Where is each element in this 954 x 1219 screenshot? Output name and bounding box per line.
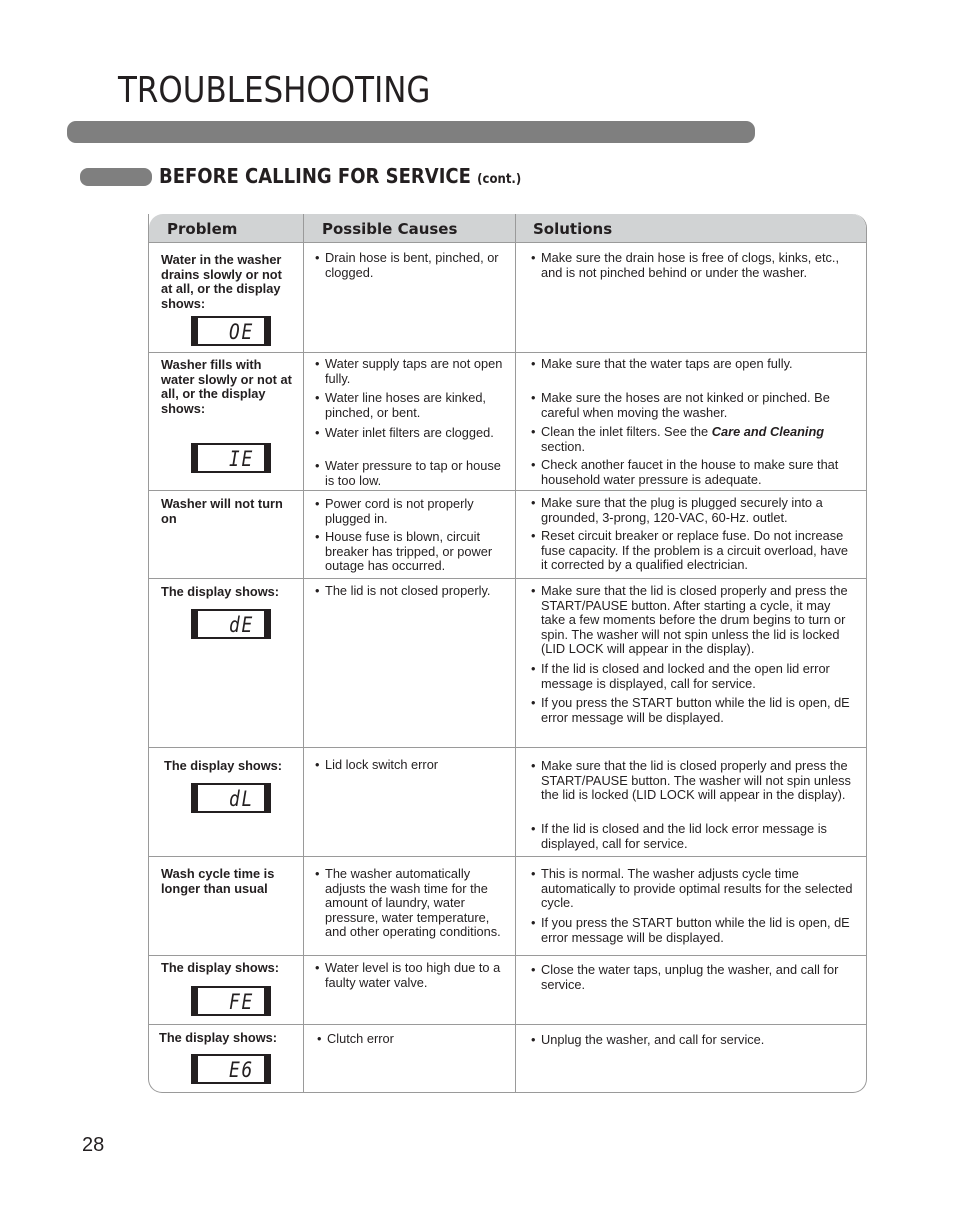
problem-cell: The display shows: xyxy=(161,584,280,599)
error-display-icon xyxy=(191,783,271,813)
cause-item: • Water line hoses are kinked, pinched, or bent. xyxy=(315,391,505,420)
cause-item: • Clutch error xyxy=(317,1032,507,1047)
care-and-cleaning-reference: Care and Cleaning xyxy=(711,424,825,439)
error-code: IE xyxy=(229,447,254,471)
row-divider xyxy=(149,242,866,243)
cause-item: • Power cord is not properly plugged in. xyxy=(315,497,505,526)
row-divider xyxy=(149,578,866,579)
solution-item: • Unplug the washer, and call for service. xyxy=(531,1033,857,1048)
solution-item: • Make sure that the lid is closed properly and press the START/PAUSE button. The washer will not spin unless the lid is locked (LID LOCK will appear in the display). xyxy=(531,759,857,803)
cause-item: • Lid lock switch error xyxy=(315,758,505,773)
solution-text-tail: section. xyxy=(541,438,586,454)
row-divider xyxy=(149,856,866,857)
problem-cell: The display shows: xyxy=(159,1030,278,1045)
section-heading xyxy=(159,164,521,188)
row-divider xyxy=(149,490,866,491)
error-code: dE xyxy=(229,613,254,637)
problem-cell: Washer fills with water slowly or not at all, or the display shows: xyxy=(161,357,292,416)
solution-item: • If the lid is closed and the lid lock error message is displayed, call for service. xyxy=(531,822,857,851)
problem-cell: Water in the washer drains slowly or not at all, or the display shows: xyxy=(161,252,282,311)
solution-item: • Make sure that the plug is plugged securely into a grounded, 3-prong, 120-VAC, 60-Hz. outlet. xyxy=(531,496,857,525)
solution-item: • Close the water taps, unplug the washer, and call for service. xyxy=(531,963,857,992)
solution-item: • If you press the START button while the lid is open, dE error message will be displayed. xyxy=(531,696,857,725)
problem-cell: Washer will not turn on xyxy=(161,496,283,526)
cause-item: • Water supply taps are not open fully. xyxy=(315,357,505,386)
problem-cell: Wash cycle time is longer than usual xyxy=(161,866,275,896)
cause-item: • House fuse is blown, circuit breaker has tripped, or power outage has occurred. xyxy=(315,530,505,574)
column-divider xyxy=(303,214,304,1092)
solution-item: • Reset circuit breaker or replace fuse. Do not increase fuse capacity. If the problem is a circuit overload, have it corrected by a qualified electrician. xyxy=(531,529,857,573)
error-display-icon xyxy=(191,443,271,473)
solution-item: • Make sure the drain hose is free of clogs, kinks, etc., and is not pinched behind or under the washer. xyxy=(531,251,857,280)
page-title: TROUBLESHOOTING xyxy=(118,70,431,111)
header-problem: Problem xyxy=(167,220,238,238)
error-display-icon xyxy=(191,609,271,639)
problem-cell: The display shows: xyxy=(164,758,283,773)
page-number: 28 xyxy=(82,1134,105,1156)
solution-item: • Make sure that the water taps are open fully. xyxy=(531,357,857,372)
solution-item: • Make sure the hoses are not kinked or pinched. Be careful when moving the washer. xyxy=(531,391,857,420)
solution-item: • If you press the START button while the lid is open, dE error message will be displayed. xyxy=(531,916,857,945)
error-code: E6 xyxy=(229,1058,254,1082)
error-display-icon xyxy=(191,316,271,346)
row-divider xyxy=(149,352,866,353)
solution-item: • If the lid is closed and locked and the open lid error message is displayed, call for service. xyxy=(531,662,857,691)
cause-item: • The washer automatically adjusts the wash time for the amount of laundry, water pressure, water temperature, and other operating conditions. xyxy=(315,867,505,940)
solution-item: • Check another faucet in the house to make sure that household water pressure is adequate. xyxy=(531,458,857,487)
cause-item: • Water inlet filters are clogged. xyxy=(315,426,505,441)
section-heading-text: BEFORE CALLING FOR SERVICE xyxy=(159,164,471,188)
error-code: OE xyxy=(229,320,254,344)
solution-text: Clean the inlet filters. See the xyxy=(541,424,709,439)
cause-item: • Water level is too high due to a faulty water valve. xyxy=(315,961,505,990)
error-display-icon xyxy=(191,1054,271,1084)
error-display-icon xyxy=(191,986,271,1016)
error-code: FE xyxy=(229,990,254,1014)
header-possible-causes: Possible Causes xyxy=(322,220,458,238)
row-divider xyxy=(149,955,866,956)
problem-cell: The display shows: xyxy=(161,960,280,975)
table-header xyxy=(149,214,866,242)
solution-item: • This is normal. The washer adjusts cycle time automatically to provide optimal results for the selected cycle. xyxy=(531,867,857,911)
column-divider xyxy=(515,214,516,1092)
header-solutions: Solutions xyxy=(533,220,613,238)
solution-item xyxy=(531,425,857,454)
cause-item: • Water pressure to tap or house is too low. xyxy=(315,459,505,488)
cause-item: • Drain hose is bent, pinched, or clogged. xyxy=(315,251,505,280)
title-divider-bar xyxy=(67,121,755,143)
row-divider xyxy=(149,747,866,748)
cause-item: • The lid is not closed properly. xyxy=(315,584,505,599)
troubleshooting-table xyxy=(148,214,867,1093)
solution-item: • Make sure that the lid is closed properly and press the START/PAUSE button. After starting a cycle, it may take a few moments before the drum begins to turn or spin. The washer will not spin unless the lid is locked (LID LOCK will appear in the display). xyxy=(531,584,857,657)
error-code: dL xyxy=(229,787,254,811)
section-heading-suffix: (cont.) xyxy=(477,172,522,187)
section-pill-marker xyxy=(80,168,152,186)
row-divider xyxy=(149,1024,866,1025)
